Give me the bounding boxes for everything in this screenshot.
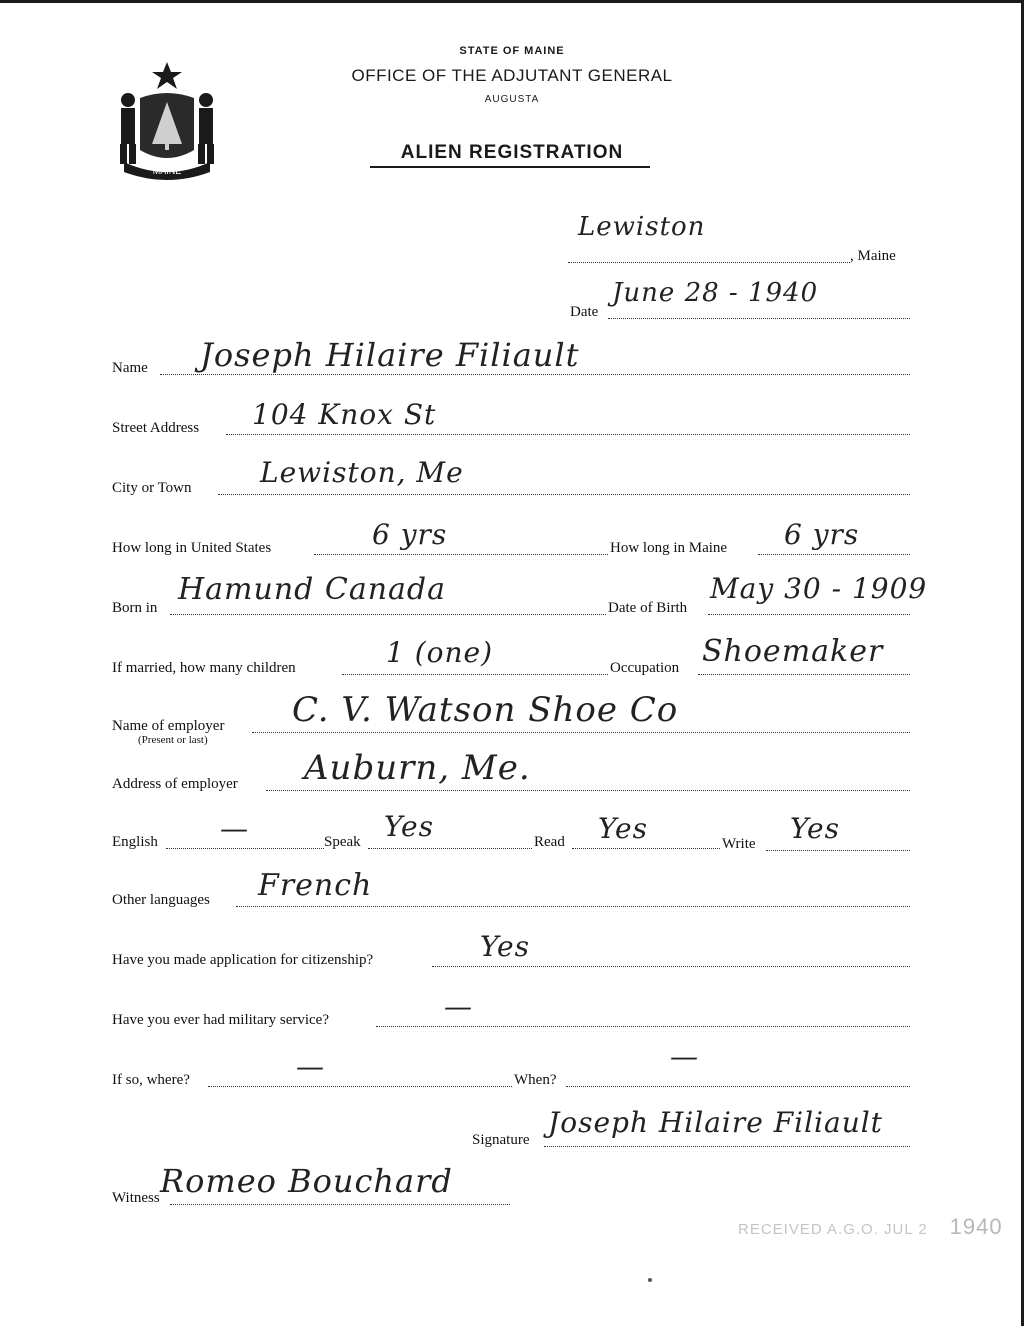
employer-address-label: Address of employer xyxy=(112,776,238,792)
received-stamp xyxy=(738,1214,1003,1240)
occupation-label: Occupation xyxy=(610,660,680,676)
write-value[interactable]: Yes xyxy=(790,812,840,845)
how-long-maine-line xyxy=(758,554,910,555)
employer-label: Name of employer xyxy=(112,718,225,734)
born-line xyxy=(170,614,606,615)
english-label: English xyxy=(112,834,158,850)
where-label: If so, where? xyxy=(112,1072,190,1088)
date-line xyxy=(608,318,910,319)
children-value[interactable]: 1 (one) xyxy=(386,636,494,669)
how-long-us-value[interactable]: 6 yrs xyxy=(372,518,448,551)
name-label: Name xyxy=(112,360,148,376)
how-long-us-line xyxy=(314,554,608,555)
children-label: If married, how many children xyxy=(112,660,296,676)
born-value[interactable]: Hamund Canada xyxy=(178,572,447,607)
witness-value[interactable]: Romeo Bouchard xyxy=(160,1162,453,1200)
employer-value[interactable]: C. V. Watson Shoe Co xyxy=(292,690,679,730)
scan-edge-top xyxy=(0,0,1024,3)
header-office: OFFICE OF THE ADJUTANT GENERAL xyxy=(351,66,673,85)
english-value[interactable]: — xyxy=(220,812,249,845)
other-languages-label: Other languages xyxy=(112,892,210,908)
received-stamp-year: 1940 xyxy=(949,1214,1003,1239)
title-underline xyxy=(370,166,650,168)
military-label: Have you ever had military service? xyxy=(112,1012,329,1028)
write-line xyxy=(766,850,910,851)
city-value[interactable]: Lewiston, Me xyxy=(260,456,464,489)
occupation-value[interactable]: Shoemaker xyxy=(702,634,884,669)
when-line xyxy=(566,1086,910,1087)
ink-dot xyxy=(648,1278,652,1282)
occupation-line xyxy=(698,674,910,675)
how-long-maine-value[interactable]: 6 yrs xyxy=(784,518,860,551)
street-line xyxy=(226,434,910,435)
military-value[interactable]: — xyxy=(444,990,473,1023)
dob-label: Date of Birth xyxy=(608,600,688,616)
street-value[interactable]: 104 Knox St xyxy=(252,398,437,431)
place-line xyxy=(568,262,850,263)
seal-text: MAINE xyxy=(152,166,182,176)
header-city: AUGUSTA xyxy=(484,94,540,105)
speak-value[interactable]: Yes xyxy=(384,810,434,843)
signature-value[interactable]: Joseph Hilaire Filiault xyxy=(548,1106,883,1139)
when-label: When? xyxy=(514,1072,557,1088)
citizenship-value[interactable]: Yes xyxy=(480,930,530,963)
employer-address-value[interactable]: Auburn, Me. xyxy=(304,748,531,788)
read-line xyxy=(572,848,720,849)
city-line xyxy=(218,494,910,495)
employer-address-line xyxy=(266,790,910,791)
when-value[interactable]: — xyxy=(670,1040,699,1073)
name-line xyxy=(160,374,910,375)
signature-line xyxy=(544,1146,910,1147)
other-languages-line xyxy=(236,906,910,907)
witness-line xyxy=(170,1204,510,1205)
name-value[interactable]: Joseph Hilaire Filiault xyxy=(200,336,580,374)
children-line xyxy=(342,674,608,675)
citizenship-label: Have you made application for citizenship? xyxy=(112,952,374,968)
military-line xyxy=(376,1026,910,1027)
read-label: Read xyxy=(534,834,565,850)
date-value[interactable]: June 28 - 1940 xyxy=(612,278,819,308)
witness-label: Witness xyxy=(112,1190,160,1206)
citizenship-line xyxy=(432,966,910,967)
dob-line xyxy=(708,614,910,615)
street-label: Street Address xyxy=(112,420,200,436)
other-languages-value[interactable]: French xyxy=(258,868,373,903)
city-label: City or Town xyxy=(112,480,192,496)
place-value[interactable]: Lewiston xyxy=(578,212,706,242)
how-long-us-label: How long in United States xyxy=(112,540,272,556)
header-state: STATE OF MAINE xyxy=(459,45,565,57)
how-long-maine-label: How long in Maine xyxy=(610,540,728,556)
form-title: ALIEN REGISTRATION xyxy=(400,142,624,163)
speak-line xyxy=(368,848,532,849)
where-value[interactable]: — xyxy=(296,1050,325,1083)
place-suffix: , Maine xyxy=(850,248,896,264)
dob-value[interactable]: May 30 - 1909 xyxy=(710,572,928,605)
employer-line xyxy=(252,732,910,733)
speak-label: Speak xyxy=(324,834,361,850)
english-line xyxy=(166,848,324,849)
write-label: Write xyxy=(722,836,756,852)
date-label: Date xyxy=(570,304,599,320)
born-label: Born in xyxy=(112,600,158,616)
read-value[interactable]: Yes xyxy=(598,812,648,845)
where-line xyxy=(208,1086,512,1087)
received-stamp-text: RECEIVED A.G.O. JUL 2 xyxy=(738,1221,928,1238)
signature-label: Signature xyxy=(472,1132,530,1148)
employer-sublabel: (Present or last) xyxy=(138,734,208,746)
